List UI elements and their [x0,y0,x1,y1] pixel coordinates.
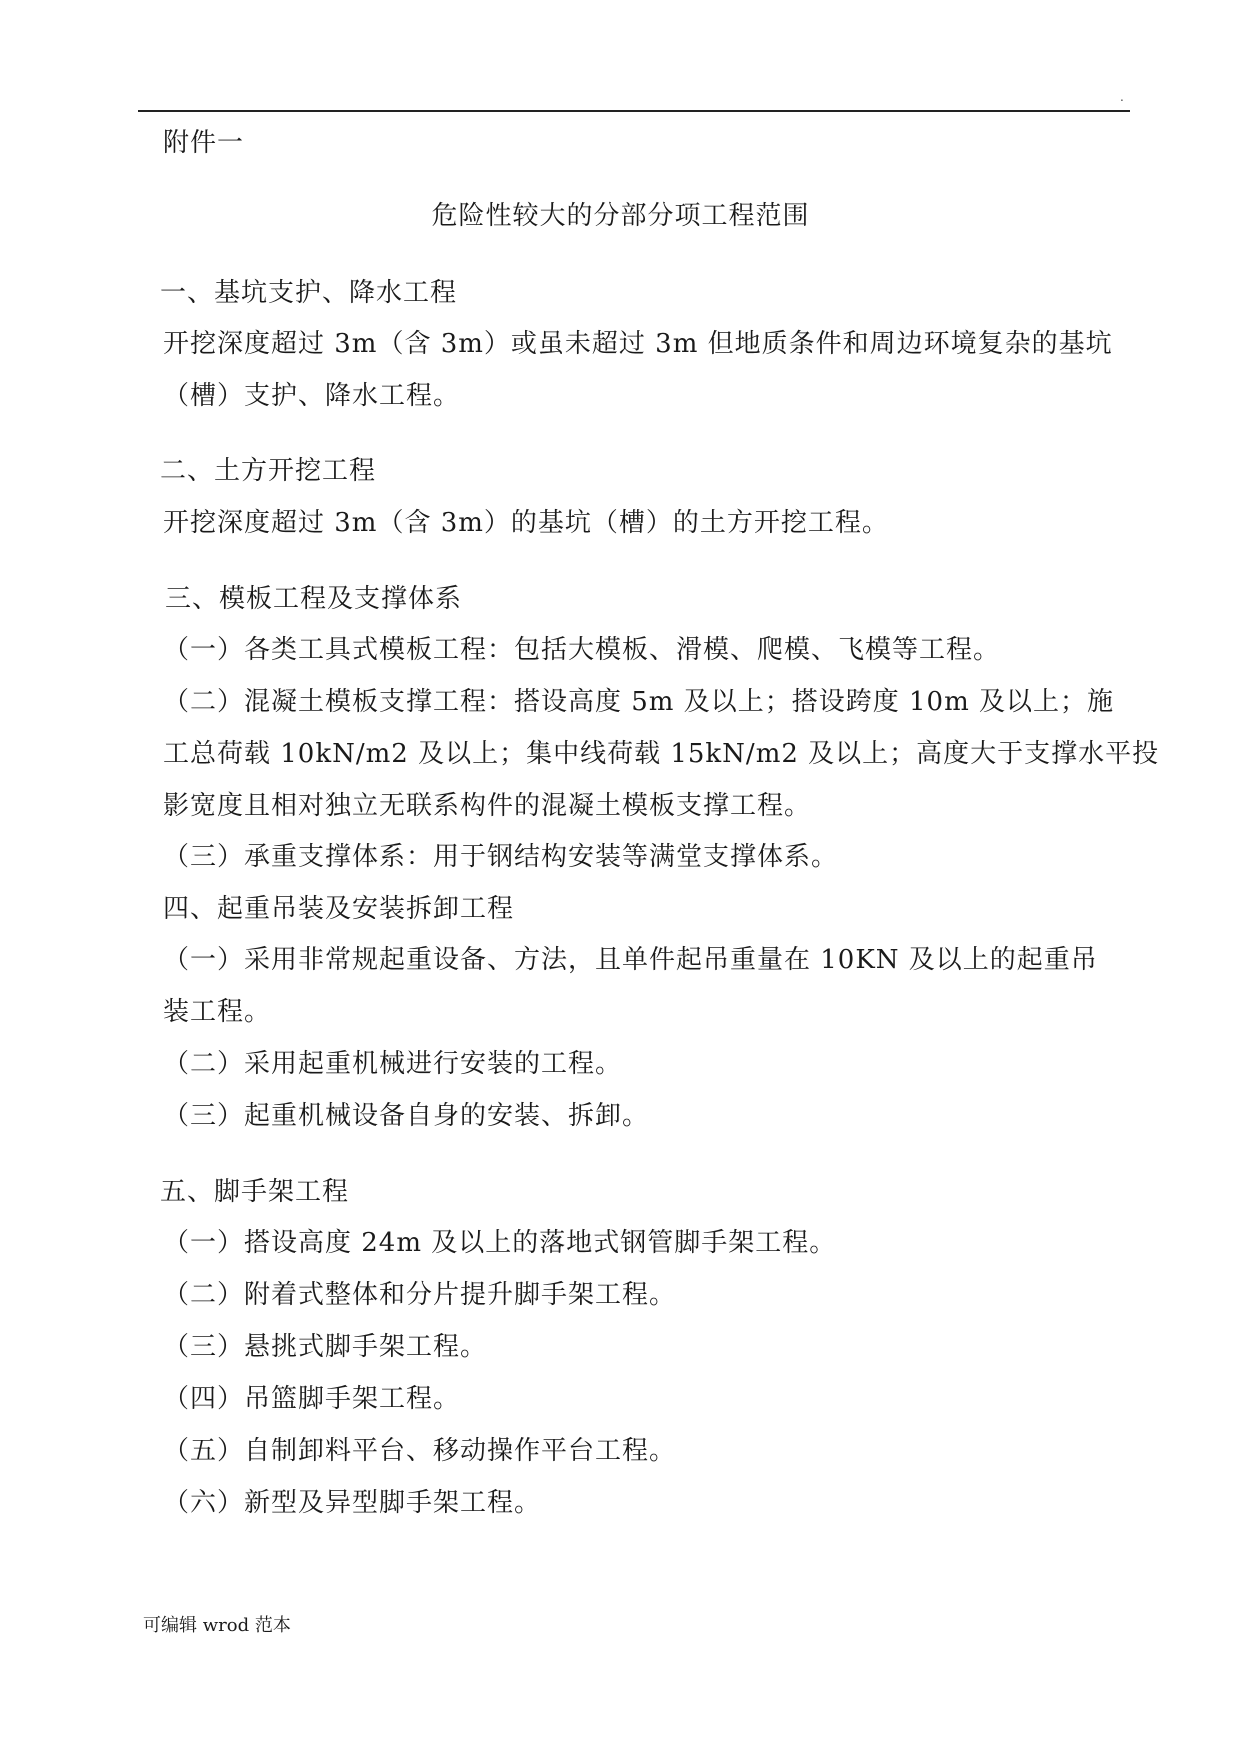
paragraph-line: 开挖深度超过 3m（含 3m）的基坑（槽）的土方开挖工程。 [163,508,889,538]
attachment-label: 附件一 [163,128,245,158]
list-item: （五）自制卸料平台、移动操作平台工程。 [163,1436,677,1466]
list-item: （三）承重支撑体系：用于钢结构安装等满堂支撑体系。 [163,842,839,872]
section-heading: 一、基坑支护、降水工程 [160,278,458,308]
list-item: （二）附着式整体和分片提升脚手架工程。 [163,1280,677,1310]
footer-text: 可编辑 wrod 范本 [143,1615,291,1636]
header-rule [138,110,1130,112]
list-item: （三）起重机械设备自身的安装、拆卸。 [163,1101,650,1131]
section-heading: 二、土方开挖工程 [160,456,377,486]
paragraph-line: 影宽度且相对独立无联系构件的混凝土模板支撑工程。 [163,791,812,821]
list-item: （四）吊篮脚手架工程。 [163,1384,461,1414]
header-mark: . [1120,90,1124,104]
list-item: （一）各类工具式模板工程：包括大模板、滑模、爬模、飞模等工程。 [163,635,1001,665]
section-heading: 四、起重吊装及安装拆卸工程 [163,894,515,924]
paragraph-line: 工总荷载 10kN/m2 及以上；集中线荷载 15kN/m2 及以上；高度大于支撑水平投 [163,739,1160,769]
list-item: （一）搭设高度 24m 及以上的落地式钢管脚手架工程。 [163,1228,837,1258]
paragraph-line: （槽）支护、降水工程。 [163,381,461,411]
list-item: （三）悬挑式脚手架工程。 [163,1332,488,1362]
section-heading: 三、模板工程及支撑体系 [165,584,463,614]
paragraph-line: 装工程。 [163,997,272,1027]
document-title: 危险性较大的分部分项工程范围 [431,201,810,231]
list-item: （二）混凝土模板支撑工程：搭设高度 5m 及以上；搭设跨度 10m 及以上；施 [163,687,1114,717]
list-item: （一）采用非常规起重设备、方法，且单件起吊重量在 10KN 及以上的起重吊 [163,945,1098,975]
section-heading: 五、脚手架工程 [160,1177,350,1207]
paragraph-line: 开挖深度超过 3m（含 3m）或虽未超过 3m 但地质条件和周边环境复杂的基坑 [163,329,1113,359]
list-item: （六）新型及异型脚手架工程。 [163,1488,542,1518]
list-item: （二）采用起重机械进行安装的工程。 [163,1049,623,1079]
